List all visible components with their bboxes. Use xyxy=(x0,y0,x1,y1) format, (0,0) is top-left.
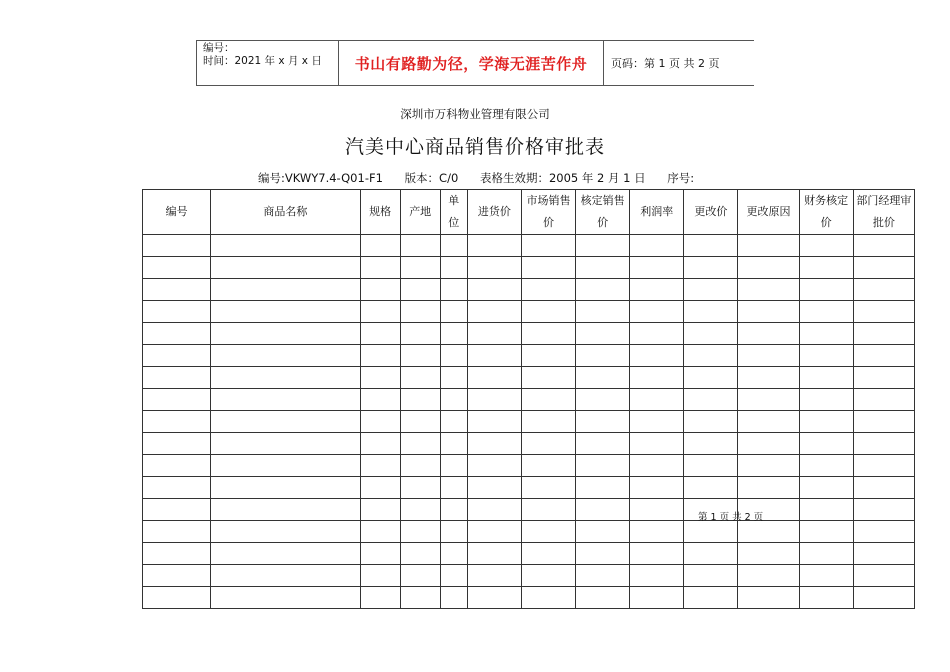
table-cell xyxy=(440,345,467,367)
table-cell xyxy=(360,565,400,587)
table-cell xyxy=(143,499,211,521)
table-cell xyxy=(211,389,360,411)
table-cell xyxy=(630,345,684,367)
footer-page-number: 第 1 页 共 2 页 xyxy=(698,512,764,523)
table-cell xyxy=(143,235,211,257)
table-cell xyxy=(143,411,211,433)
table-cell xyxy=(521,543,575,565)
table-cell xyxy=(211,455,360,477)
table-row xyxy=(143,301,915,323)
company-name: 深圳市万科物业管理有限公司 xyxy=(400,107,550,121)
col-header-code: 编号 xyxy=(143,190,211,235)
table-cell xyxy=(467,367,521,389)
table-cell xyxy=(521,367,575,389)
table-cell xyxy=(400,389,440,411)
table-cell xyxy=(440,477,467,499)
table-cell xyxy=(576,301,630,323)
table-cell xyxy=(400,521,440,543)
col-header-change-reason: 更改原因 xyxy=(738,190,799,235)
table-cell xyxy=(467,411,521,433)
table-cell xyxy=(521,455,575,477)
table-cell xyxy=(211,367,360,389)
header-code-time-cell xyxy=(197,41,339,85)
table-cell xyxy=(738,521,799,543)
table-cell xyxy=(211,235,360,257)
table-cell xyxy=(576,389,630,411)
col-header-spec: 规格 xyxy=(360,190,400,235)
table-cell xyxy=(360,389,400,411)
table-cell xyxy=(400,477,440,499)
table-cell xyxy=(400,367,440,389)
table-cell xyxy=(467,345,521,367)
price-approval-table xyxy=(142,189,915,609)
table-cell xyxy=(630,565,684,587)
table-cell xyxy=(440,367,467,389)
form-version: 版本：C/0 xyxy=(404,171,459,185)
table-cell xyxy=(684,257,738,279)
table-cell xyxy=(211,543,360,565)
table-cell xyxy=(853,411,914,433)
table-cell xyxy=(400,433,440,455)
table-cell xyxy=(400,411,440,433)
table-cell xyxy=(521,235,575,257)
table-row xyxy=(143,367,915,389)
table-cell xyxy=(684,433,738,455)
table-cell xyxy=(467,301,521,323)
table-cell xyxy=(143,521,211,543)
header-time-label: 时间：2021 年 x 月 x 日 xyxy=(203,55,322,67)
table-cell xyxy=(400,455,440,477)
table-cell xyxy=(440,301,467,323)
table-cell xyxy=(799,301,853,323)
table-cell xyxy=(521,301,575,323)
table-cell xyxy=(400,323,440,345)
table-row xyxy=(143,587,915,609)
table-cell xyxy=(576,345,630,367)
table-cell xyxy=(576,499,630,521)
table-cell xyxy=(440,543,467,565)
table-cell xyxy=(440,257,467,279)
table-cell xyxy=(853,389,914,411)
table-cell xyxy=(143,477,211,499)
table-cell xyxy=(684,521,738,543)
table-cell xyxy=(143,367,211,389)
form-effective-date: 表格生效期：2005 年 2 月 1 日 xyxy=(479,171,646,185)
table-row xyxy=(143,521,915,543)
table-cell xyxy=(799,499,853,521)
document-header-box xyxy=(196,40,754,86)
table-cell xyxy=(467,499,521,521)
table-cell xyxy=(467,389,521,411)
table-row xyxy=(143,477,915,499)
table-cell xyxy=(400,587,440,609)
table-cell xyxy=(521,587,575,609)
table-cell xyxy=(799,521,853,543)
table-cell xyxy=(521,279,575,301)
table-cell xyxy=(738,279,799,301)
table-cell xyxy=(143,587,211,609)
table-cell xyxy=(630,279,684,301)
table-cell xyxy=(211,411,360,433)
table-cell xyxy=(440,587,467,609)
table-cell xyxy=(576,279,630,301)
form-serial: 序号: xyxy=(667,171,695,185)
table-cell xyxy=(360,345,400,367)
table-row xyxy=(143,389,915,411)
table-cell xyxy=(853,587,914,609)
table-row xyxy=(143,257,915,279)
table-cell xyxy=(684,345,738,367)
table-cell xyxy=(853,565,914,587)
table-cell xyxy=(738,345,799,367)
table-cell xyxy=(521,411,575,433)
col-header-approved-price: 核定销售价 xyxy=(576,190,630,235)
table-cell xyxy=(576,257,630,279)
table-cell xyxy=(360,235,400,257)
table-cell xyxy=(738,587,799,609)
table-cell xyxy=(630,367,684,389)
table-cell xyxy=(143,433,211,455)
table-cell xyxy=(360,499,400,521)
table-cell xyxy=(360,367,400,389)
table-cell xyxy=(853,543,914,565)
header-page-info: 页码：第 1 页 共 2 页 xyxy=(611,57,720,70)
table-row xyxy=(143,455,915,477)
col-header-profit-rate: 利润率 xyxy=(630,190,684,235)
table-cell xyxy=(211,499,360,521)
col-header-market-price: 市场销售价 xyxy=(521,190,575,235)
table-cell xyxy=(211,477,360,499)
table-cell xyxy=(440,433,467,455)
table-cell xyxy=(360,543,400,565)
table-cell xyxy=(467,323,521,345)
header-motto: 书山有路勤为径，学海无涯苦作舟 xyxy=(339,41,604,85)
col-header-manager-price: 部门经理审批价 xyxy=(853,190,914,235)
table-cell xyxy=(630,389,684,411)
table-cell xyxy=(211,257,360,279)
table-cell xyxy=(684,323,738,345)
table-cell xyxy=(440,323,467,345)
table-cell xyxy=(467,587,521,609)
col-header-unit: 单位 xyxy=(440,190,467,235)
table-cell xyxy=(143,455,211,477)
table-cell xyxy=(684,543,738,565)
table-cell xyxy=(143,257,211,279)
table-cell xyxy=(211,301,360,323)
table-cell xyxy=(799,543,853,565)
table-cell xyxy=(630,521,684,543)
table-cell xyxy=(799,389,853,411)
table-cell xyxy=(738,543,799,565)
table-cell xyxy=(738,411,799,433)
table-cell xyxy=(521,521,575,543)
table-cell xyxy=(630,587,684,609)
table-cell xyxy=(799,477,853,499)
col-header-product-name: 商品名称 xyxy=(211,190,360,235)
table-cell xyxy=(360,411,400,433)
table-cell xyxy=(211,345,360,367)
table-cell xyxy=(211,521,360,543)
table-body xyxy=(143,235,915,609)
table-cell xyxy=(360,455,400,477)
table-row xyxy=(143,323,915,345)
table-cell xyxy=(211,565,360,587)
table-cell xyxy=(576,367,630,389)
table-cell xyxy=(799,257,853,279)
form-code: 编号:VKWY7.4-Q01-F1 xyxy=(258,171,383,185)
table-cell xyxy=(684,565,738,587)
table-cell xyxy=(738,235,799,257)
table-cell xyxy=(143,301,211,323)
table-cell xyxy=(143,345,211,367)
table-cell xyxy=(360,587,400,609)
table-cell xyxy=(684,279,738,301)
table-cell xyxy=(799,367,853,389)
table-cell xyxy=(467,433,521,455)
table-cell xyxy=(684,389,738,411)
table-cell xyxy=(143,323,211,345)
table-cell xyxy=(630,323,684,345)
table-cell xyxy=(630,543,684,565)
table-cell xyxy=(684,455,738,477)
table-row xyxy=(143,499,915,521)
table-cell xyxy=(521,499,575,521)
table-cell xyxy=(630,235,684,257)
table-cell xyxy=(467,565,521,587)
table-cell xyxy=(143,543,211,565)
table-cell xyxy=(467,455,521,477)
table-cell xyxy=(211,587,360,609)
table-cell xyxy=(440,411,467,433)
table-cell xyxy=(440,279,467,301)
table-cell xyxy=(360,279,400,301)
table-cell xyxy=(143,279,211,301)
table-cell xyxy=(400,235,440,257)
table-cell xyxy=(467,521,521,543)
table-cell xyxy=(211,323,360,345)
table-cell xyxy=(853,345,914,367)
table-cell xyxy=(738,323,799,345)
col-header-purchase-price: 进货价 xyxy=(467,190,521,235)
table-cell xyxy=(576,411,630,433)
col-header-changed-price: 更改价 xyxy=(684,190,738,235)
table-cell xyxy=(440,389,467,411)
table-row xyxy=(143,279,915,301)
table-cell xyxy=(684,235,738,257)
table-header-row xyxy=(143,190,915,235)
table-cell xyxy=(360,521,400,543)
table-cell xyxy=(738,477,799,499)
table-cell xyxy=(684,587,738,609)
table-cell xyxy=(400,543,440,565)
table-cell xyxy=(400,345,440,367)
table-row xyxy=(143,345,915,367)
header-code-label: 编号： xyxy=(203,42,235,54)
table-cell xyxy=(630,433,684,455)
table-cell xyxy=(143,389,211,411)
table-cell xyxy=(440,565,467,587)
table-cell xyxy=(467,257,521,279)
table-cell xyxy=(576,587,630,609)
table-cell xyxy=(853,521,914,543)
table-cell xyxy=(630,499,684,521)
table-cell xyxy=(521,323,575,345)
table-cell xyxy=(576,477,630,499)
table-cell xyxy=(467,543,521,565)
table-cell xyxy=(576,543,630,565)
table-cell xyxy=(853,257,914,279)
table-cell xyxy=(440,455,467,477)
col-header-finance-price: 财务核定价 xyxy=(799,190,853,235)
table-cell xyxy=(738,455,799,477)
table-cell xyxy=(738,433,799,455)
table-cell xyxy=(211,433,360,455)
table-row xyxy=(143,543,915,565)
table-row xyxy=(143,565,915,587)
table-cell xyxy=(853,477,914,499)
table-cell xyxy=(211,279,360,301)
table-row xyxy=(143,235,915,257)
table-cell xyxy=(400,279,440,301)
table-cell xyxy=(738,389,799,411)
table-cell xyxy=(143,565,211,587)
table-row xyxy=(143,411,915,433)
table-cell xyxy=(400,565,440,587)
table-cell xyxy=(853,301,914,323)
table-cell xyxy=(521,389,575,411)
table-cell xyxy=(799,279,853,301)
table-cell xyxy=(400,301,440,323)
table-cell xyxy=(853,433,914,455)
table-cell xyxy=(576,323,630,345)
table-cell xyxy=(630,477,684,499)
table-cell xyxy=(521,345,575,367)
table-cell xyxy=(521,477,575,499)
table-cell xyxy=(400,257,440,279)
table-cell xyxy=(738,301,799,323)
table-cell xyxy=(360,301,400,323)
table-cell xyxy=(467,235,521,257)
table-cell xyxy=(360,477,400,499)
table-cell xyxy=(521,257,575,279)
table-cell xyxy=(853,323,914,345)
table-cell xyxy=(576,565,630,587)
table-cell xyxy=(799,345,853,367)
table-cell xyxy=(799,235,853,257)
table-cell xyxy=(799,411,853,433)
table-cell xyxy=(440,499,467,521)
form-meta-line xyxy=(258,170,712,186)
table-cell xyxy=(400,499,440,521)
table-cell xyxy=(738,565,799,587)
table-cell xyxy=(799,323,853,345)
table-cell xyxy=(799,433,853,455)
table-cell xyxy=(630,411,684,433)
table-cell xyxy=(630,301,684,323)
table-cell xyxy=(799,455,853,477)
table-cell xyxy=(799,565,853,587)
table-row xyxy=(143,433,915,455)
table-cell xyxy=(630,455,684,477)
table-cell xyxy=(440,235,467,257)
table-cell xyxy=(576,521,630,543)
col-header-origin: 产地 xyxy=(400,190,440,235)
table-cell xyxy=(853,235,914,257)
table-cell xyxy=(738,257,799,279)
table-cell xyxy=(576,235,630,257)
table-cell xyxy=(521,433,575,455)
table-cell xyxy=(630,257,684,279)
table-cell xyxy=(853,279,914,301)
table-cell xyxy=(853,367,914,389)
table-cell xyxy=(799,587,853,609)
table-cell xyxy=(360,433,400,455)
table-cell xyxy=(576,455,630,477)
table-cell xyxy=(467,279,521,301)
table-cell xyxy=(738,367,799,389)
table-cell xyxy=(440,521,467,543)
table-cell xyxy=(684,301,738,323)
form-title: 汽美中心商品销售价格审批表 xyxy=(344,136,605,158)
table-cell xyxy=(684,367,738,389)
table-cell xyxy=(853,455,914,477)
table-cell xyxy=(521,565,575,587)
table-cell xyxy=(853,499,914,521)
table-cell xyxy=(360,257,400,279)
table-cell xyxy=(684,411,738,433)
table-cell xyxy=(467,477,521,499)
table-cell xyxy=(360,323,400,345)
table-cell xyxy=(576,433,630,455)
table-cell xyxy=(684,477,738,499)
